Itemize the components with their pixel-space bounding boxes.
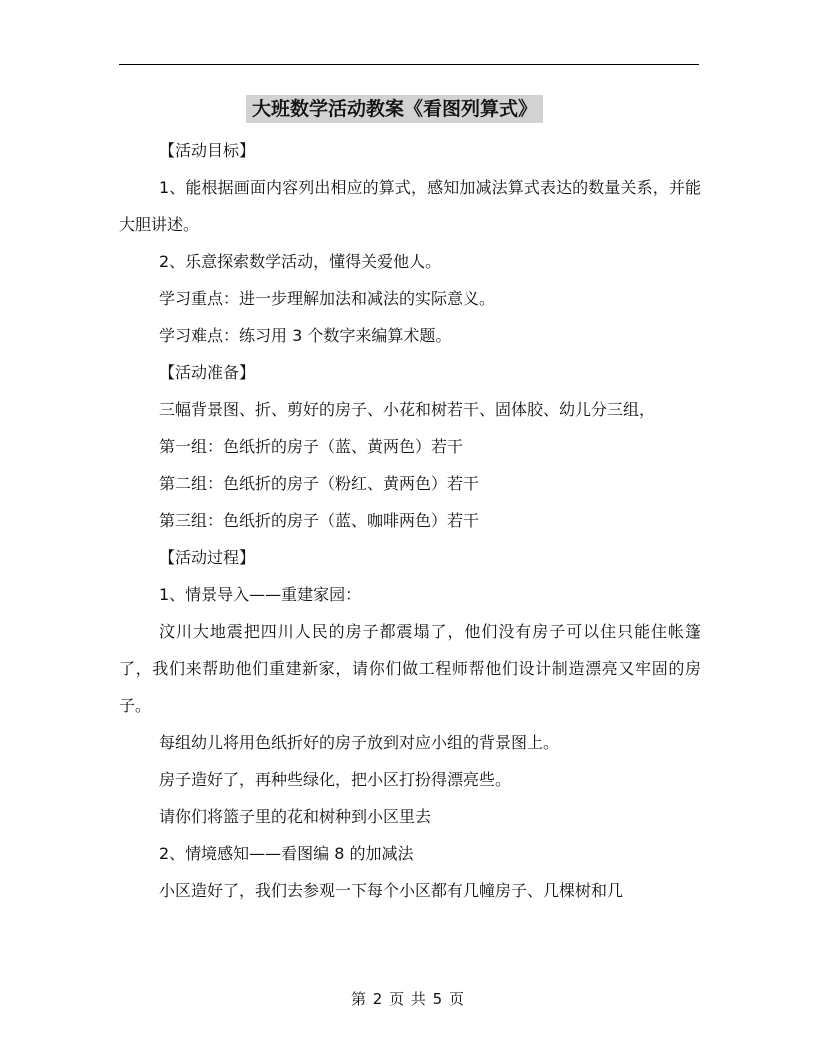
goal-1: 1、能根据画面内容列出相应的算式，感知加减法算式表达的数量关系，并能大胆讲述。 [119, 178, 701, 234]
step-2-text: 小区造好了，我们去参观一下每个小区都有几幢房子、几棵树和几 [159, 881, 624, 900]
header-rule [119, 64, 699, 65]
key-point: 学习重点：进一步理解加法和减法的实际意义。 [159, 289, 496, 308]
step-1-instruction-c: 请你们将篮子里的花和树种到小区里去 [159, 807, 432, 826]
page-number-footer: 第 2 页 共 5 页 [351, 990, 465, 1008]
step-1-instruction-a: 每组幼儿将用色纸折好的房子放到对应小组的背景图上。 [159, 733, 560, 752]
group-3: 第三组：色纸折的房子（蓝、咖啡两色）若干 [159, 511, 480, 530]
step-1-heading: 1、情景导入——重建家园： [159, 585, 362, 604]
step-2-heading: 2、情境感知——看图编 8 的加减法 [159, 844, 414, 863]
document-body [119, 132, 701, 909]
preparation-materials: 三幅背景图、折、剪好的房子、小花和树若干、固体胶、幼儿分三组， [159, 400, 656, 419]
step-1-instruction-b: 房子造好了，再种些绿化，把小区打扮得漂亮些。 [159, 770, 512, 789]
step-1-scenario: 汶川大地震把四川人民的房子都震塌了，他们没有房子可以住只能住帐篷了，我们来帮助他们重建新家，请你们做工程师帮他们设计制造漂亮又牢固的房子。 [119, 622, 701, 715]
group-1: 第一组：色纸折的房子（蓝、黄两色）若干 [159, 437, 464, 456]
difficult-point: 学习难点：练习用 3 个数字来编算术题。 [159, 326, 452, 345]
document-title: 大班数学活动教案《看图列算式》 [246, 95, 543, 123]
group-2: 第二组：色纸折的房子（粉红、黄两色）若干 [159, 474, 480, 493]
section-heading-preparation: 【活动准备】 [159, 363, 256, 382]
goal-2: 2、乐意探索数学活动，懂得关爱他人。 [159, 252, 442, 271]
section-heading-goals: 【活动目标】 [159, 141, 256, 160]
section-heading-process: 【活动过程】 [159, 548, 256, 567]
